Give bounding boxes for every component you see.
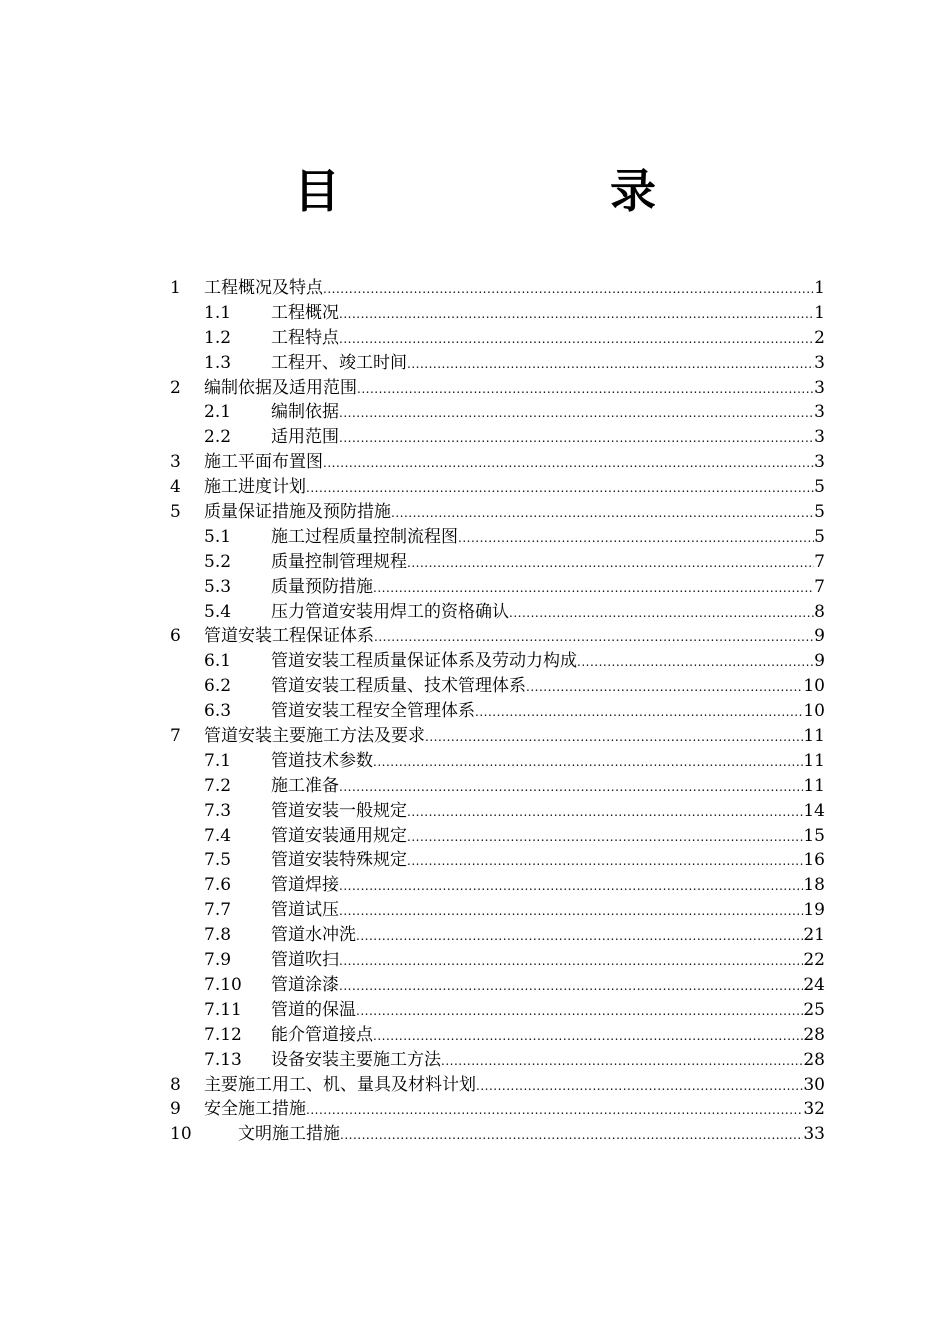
toc-page-number: 15 [803, 825, 825, 846]
toc-page-number: 22 [803, 950, 825, 971]
toc-page-number: 3 [814, 402, 825, 423]
dot-leader [509, 601, 814, 626]
toc-entry-title: 施工过程质量控制流程图 [271, 526, 458, 547]
toc-entry-line [271, 600, 825, 626]
toc-subentry[interactable] [170, 550, 825, 575]
toc-entry-title: 施工准备 [271, 775, 339, 796]
toc-page-number: 9 [814, 651, 825, 672]
toc-entry-line [271, 575, 825, 601]
toc-entry-title: 管道水冲洗 [271, 925, 356, 946]
toc-entry-title: 工程概况 [271, 302, 339, 323]
toc-entry-title: 工程开、竣工时间 [271, 352, 407, 373]
toc-page-number: 2 [814, 327, 825, 348]
toc-subentry[interactable] [170, 649, 825, 674]
dot-leader [407, 849, 803, 874]
toc-entry-line [271, 799, 825, 825]
toc-subentry[interactable] [170, 1048, 825, 1073]
toc-entry-line [271, 400, 825, 426]
toc-page-number: 21 [803, 925, 825, 946]
toc-page-number: 5 [814, 502, 825, 523]
toc-entry-title: 管道吹扫 [271, 950, 339, 971]
toc-entry-number: 7.8 [204, 925, 232, 946]
dot-leader [407, 352, 814, 377]
toc-entry-number: 5.4 [204, 601, 232, 622]
toc-entry-number: 5.2 [204, 551, 232, 572]
toc-subentry[interactable] [170, 674, 825, 699]
toc-subentry[interactable] [170, 400, 825, 425]
toc-entry-number: 1.1 [204, 302, 232, 323]
dot-leader [407, 800, 803, 825]
toc-entry[interactable] [170, 724, 825, 749]
toc-page-number: 3 [814, 452, 825, 473]
toc-page-number: 30 [803, 1074, 825, 1095]
dot-leader [475, 700, 803, 725]
dot-leader [458, 526, 814, 551]
toc-entry-line [271, 923, 825, 949]
dot-leader [441, 1049, 803, 1074]
toc-page-number: 8 [814, 601, 825, 622]
toc-entry-number: 6.2 [204, 676, 232, 697]
toc-entry[interactable] [170, 376, 825, 401]
toc-entry-line [271, 848, 825, 874]
dot-leader [373, 1024, 803, 1049]
dot-leader [339, 302, 814, 327]
toc-entry-number: 7.13 [204, 1049, 242, 1070]
table-of-contents [170, 276, 825, 1147]
toc-page-number: 7 [814, 576, 825, 597]
toc-entry-line [204, 500, 825, 526]
toc-page-number: 18 [803, 875, 825, 896]
dot-leader [323, 277, 814, 302]
toc-entry-title: 管道的保温 [271, 999, 356, 1020]
toc-entry-line [204, 475, 825, 501]
dot-leader [391, 501, 814, 526]
dot-leader [339, 949, 803, 974]
toc-entry-title: 管道安装主要施工方法及要求 [204, 726, 425, 747]
toc-entry-number: 7.1 [204, 750, 232, 771]
toc-entry-number: 8 [170, 1074, 181, 1095]
toc-entry-line [271, 550, 825, 576]
toc-page-number: 33 [803, 1124, 825, 1145]
toc-subentry[interactable] [170, 699, 825, 724]
dot-leader [339, 974, 803, 999]
toc-page-number: 16 [803, 850, 825, 871]
toc-entry-title: 施工平面布置图 [204, 452, 323, 473]
toc-entry-number: 5.3 [204, 576, 232, 597]
toc-entry-line [271, 873, 825, 899]
toc-subentry[interactable] [170, 824, 825, 849]
toc-entry[interactable] [170, 276, 825, 301]
toc-entry-line [271, 326, 825, 352]
toc-subentry[interactable] [170, 600, 825, 625]
toc-entry-title: 质量保证措施及预防措施 [204, 502, 391, 523]
toc-entry[interactable] [170, 450, 825, 475]
page-title: 目 录 [294, 164, 768, 218]
dot-leader [356, 999, 803, 1024]
toc-page-number: 11 [803, 775, 825, 796]
toc-subentry[interactable] [170, 973, 825, 998]
toc-entry[interactable] [170, 1122, 825, 1147]
toc-entry-line [271, 749, 825, 775]
toc-entry-number: 7.7 [204, 900, 232, 921]
dot-leader [357, 377, 814, 402]
toc-entry-title: 管道安装工程保证体系 [204, 626, 374, 647]
toc-page-number: 28 [803, 1024, 825, 1045]
toc-entry-number: 6 [170, 626, 181, 647]
toc-subentry[interactable] [170, 525, 825, 550]
toc-subentry[interactable] [170, 425, 825, 450]
toc-entry-title: 安全施工措施 [204, 1099, 306, 1120]
toc-entry-line [271, 1023, 825, 1049]
toc-entry-number: 7.6 [204, 875, 232, 896]
toc-entry-title: 质量预防措施 [271, 576, 373, 597]
toc-entry-number: 7.12 [204, 1024, 242, 1045]
toc-entry-title: 施工进度计划 [204, 477, 306, 498]
dot-leader [306, 1098, 803, 1123]
dot-leader [340, 1123, 803, 1148]
toc-entry-title: 管道焊接 [271, 875, 339, 896]
toc-entry-number: 2.2 [204, 427, 232, 448]
dot-leader [373, 576, 814, 601]
toc-page-number: 3 [814, 352, 825, 373]
toc-entry-line [204, 1073, 825, 1099]
toc-subentry[interactable] [170, 575, 825, 600]
toc-entry-number: 3 [170, 452, 181, 473]
dot-leader [339, 426, 814, 451]
toc-entry-number: 1 [170, 278, 181, 298]
toc-entry-title: 管道安装特殊规定 [271, 850, 407, 871]
toc-entry-number: 5 [170, 502, 181, 523]
toc-entry-title: 管道安装一般规定 [271, 800, 407, 821]
toc-entry-title: 主要施工用工、机、量具及材料计划 [204, 1074, 476, 1095]
toc-entry-line [271, 898, 825, 924]
toc-subentry[interactable] [170, 848, 825, 873]
toc-entry[interactable] [170, 1073, 825, 1098]
toc-subentry[interactable] [170, 1023, 825, 1048]
toc-entry-title: 管道安装工程质量保证体系及劳动力构成 [271, 651, 577, 672]
toc-entry-number: 9 [170, 1099, 181, 1120]
toc-entry-line [271, 525, 825, 551]
dot-leader [577, 650, 814, 675]
toc-entry-number: 2.1 [204, 402, 232, 423]
toc-page-number: 1 [814, 278, 825, 298]
toc-entry-line [271, 425, 825, 451]
toc-subentry[interactable] [170, 948, 825, 973]
toc-entry-title: 工程特点 [271, 327, 339, 348]
toc-page-number: 5 [814, 526, 825, 547]
dot-leader [407, 551, 814, 576]
dot-leader [339, 899, 803, 924]
toc-entry-title: 编制依据及适用范围 [204, 377, 357, 398]
toc-page-number: 19 [803, 900, 825, 921]
toc-page-number: 24 [803, 974, 825, 995]
toc-page-number: 11 [803, 750, 825, 771]
toc-entry-line [204, 276, 825, 302]
toc-entry-number: 7.4 [204, 825, 232, 846]
toc-page-number: 1 [814, 302, 825, 323]
toc-entry-title: 管道安装工程质量、技术管理体系 [271, 676, 526, 697]
toc-entry-title: 文明施工措施 [238, 1124, 340, 1145]
toc-entry-title: 管道试压 [271, 900, 339, 921]
toc-entry-title: 管道涂漆 [271, 974, 339, 995]
toc-entry-number: 7.2 [204, 775, 232, 796]
toc-entry-line [204, 450, 825, 476]
toc-entry-line [204, 376, 825, 402]
toc-subentry[interactable] [170, 301, 825, 326]
toc-entry-line [271, 649, 825, 675]
toc-entry-title: 质量控制管理规程 [271, 551, 407, 572]
dot-leader [425, 725, 803, 750]
toc-page-number: 28 [803, 1049, 825, 1070]
toc-entry-line [271, 674, 825, 700]
toc-entry-number: 6.3 [204, 701, 232, 722]
dot-leader [339, 327, 814, 352]
toc-entry-number: 6.1 [204, 651, 232, 672]
toc-entry-line [238, 1122, 825, 1148]
toc-page-number: 10 [803, 701, 825, 722]
toc-entry-number: 7.11 [204, 999, 242, 1020]
toc-entry-line [271, 948, 825, 974]
toc-entry-title: 管道安装工程安全管理体系 [271, 701, 475, 722]
dot-leader [476, 1074, 803, 1099]
toc-page-number: 32 [803, 1099, 825, 1120]
toc-page-number: 11 [803, 726, 825, 747]
toc-entry-line [271, 998, 825, 1024]
toc-page-number: 7 [814, 551, 825, 572]
toc-entry-line [271, 699, 825, 725]
toc-entry-line [204, 724, 825, 750]
toc-entry-line [271, 351, 825, 377]
toc-subentry[interactable] [170, 898, 825, 923]
dot-leader [374, 625, 814, 650]
toc-entry-number: 4 [170, 477, 181, 498]
toc-subentry[interactable] [170, 799, 825, 824]
toc-subentry[interactable] [170, 326, 825, 351]
toc-page-number: 14 [803, 800, 825, 821]
toc-page-number: 5 [814, 477, 825, 498]
toc-page-number: 3 [814, 427, 825, 448]
dot-leader [339, 874, 803, 899]
toc-entry-line [271, 301, 825, 327]
toc-entry-number: 10 [170, 1124, 192, 1145]
toc-subentry[interactable] [170, 749, 825, 774]
dot-leader [373, 750, 803, 775]
toc-entry-line [271, 774, 825, 800]
toc-entry-line [204, 624, 825, 650]
toc-entry-title: 适用范围 [271, 427, 339, 448]
toc-entry-title: 压力管道安装用焊工的资格确认 [271, 601, 509, 622]
toc-entry-number: 1.2 [204, 327, 232, 348]
toc-entry[interactable] [170, 500, 825, 525]
toc-page-number: 25 [803, 999, 825, 1020]
toc-entry-number: 1.3 [204, 352, 232, 373]
toc-entry[interactable] [170, 624, 825, 649]
dot-leader [526, 675, 803, 700]
toc-entry-title: 设备安装主要施工方法 [271, 1049, 441, 1070]
toc-entry-number: 2 [170, 377, 181, 398]
toc-entry-title: 编制依据 [271, 402, 339, 423]
toc-entry-title: 管道安装通用规定 [271, 825, 407, 846]
toc-entry-line [204, 1097, 825, 1123]
toc-subentry[interactable] [170, 774, 825, 799]
toc-entry-number: 7 [170, 726, 181, 747]
toc-entry-title: 工程概况及特点 [204, 278, 323, 298]
dot-leader [356, 924, 803, 949]
dot-leader [339, 401, 814, 426]
toc-entry-number: 5.1 [204, 526, 232, 547]
dot-leader [323, 451, 814, 476]
toc-entry-line [271, 973, 825, 999]
dot-leader [339, 775, 803, 800]
toc-entry[interactable] [170, 475, 825, 500]
toc-entry-number: 7.9 [204, 950, 232, 971]
toc-entry-title: 管道技术参数 [271, 750, 373, 771]
toc-entry-line [271, 1048, 825, 1074]
toc-subentry[interactable] [170, 351, 825, 376]
toc-entry-number: 7.3 [204, 800, 232, 821]
toc-entry-title: 能介管道接点 [271, 1024, 373, 1045]
toc-page-number: 9 [814, 626, 825, 647]
toc-page-number: 3 [814, 377, 825, 398]
toc-subentry[interactable] [170, 923, 825, 948]
toc-entry[interactable] [170, 1097, 825, 1122]
toc-entry-line [271, 824, 825, 850]
toc-subentry[interactable] [170, 873, 825, 898]
dot-leader [407, 825, 803, 850]
toc-subentry[interactable] [170, 998, 825, 1023]
toc-entry-number: 7.5 [204, 850, 232, 871]
toc-page-number: 10 [803, 676, 825, 697]
dot-leader [306, 476, 814, 501]
toc-entry-number: 7.10 [204, 974, 242, 995]
